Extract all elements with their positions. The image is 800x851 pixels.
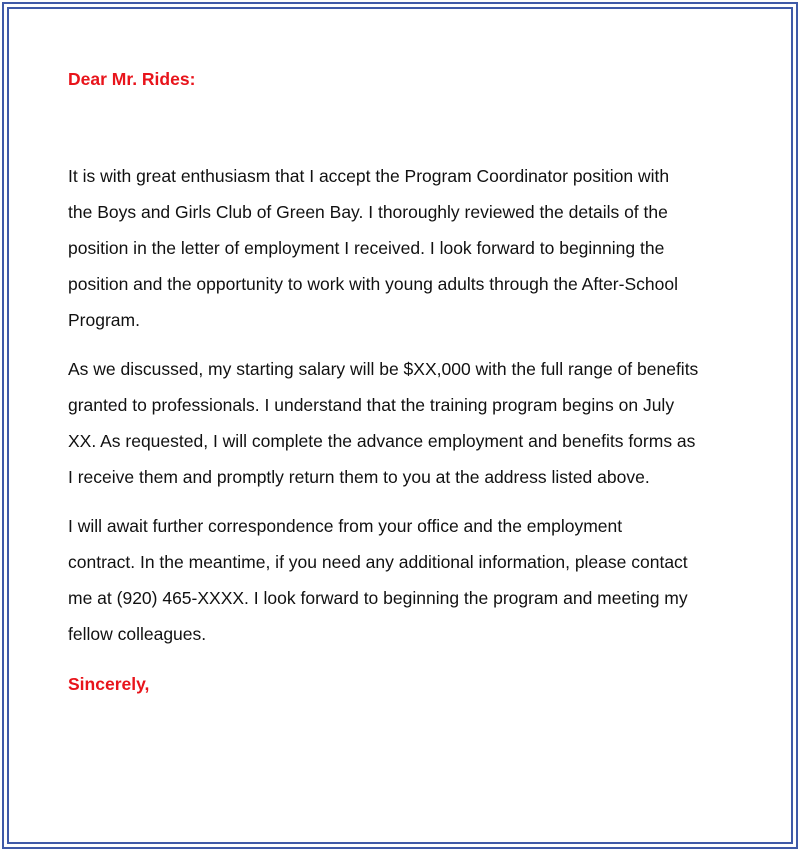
paragraph-acceptance (68, 158, 678, 338)
paragraph-line: me at (920) 465-XXXX. I look forward to beginning the program and meeting my (68, 588, 688, 608)
paragraph-line: I will await further correspondence from your office and the employment (68, 516, 623, 536)
paragraph-line: As we discussed, my starting salary will be $XX,000 with the full range of benefits (68, 359, 699, 379)
paragraph-line: Program. (68, 310, 140, 330)
paragraph-line: XX. As requested, I will complete the advance employment and benefits forms as (68, 431, 696, 451)
paragraph-salary (68, 351, 698, 495)
paragraph-line: fellow colleagues. (68, 624, 207, 644)
paragraph-correspondence (68, 508, 688, 652)
paragraph-line: It is with great enthusiasm that I accept the Program Coordinator position with (68, 166, 670, 186)
paragraph-line: the Boys and Girls Club of Green Bay. I thoroughly reviewed the details of the (68, 202, 668, 222)
paragraph-line: contract. In the meantime, if you need any additional information, please contact (68, 552, 688, 572)
paragraph-line: I receive them and promptly return them to you at the address listed above. (68, 467, 650, 487)
salutation: Dear Mr. Rides: (68, 69, 196, 89)
closing: Sincerely, (68, 674, 150, 694)
paragraph-line: position in the letter of employment I received. I look forward to beginning the (68, 238, 665, 258)
paragraph-line: position and the opportunity to work with young adults through the After-School (68, 274, 678, 294)
paragraph-line: granted to professionals. I understand that the training program begins on July (68, 395, 675, 415)
